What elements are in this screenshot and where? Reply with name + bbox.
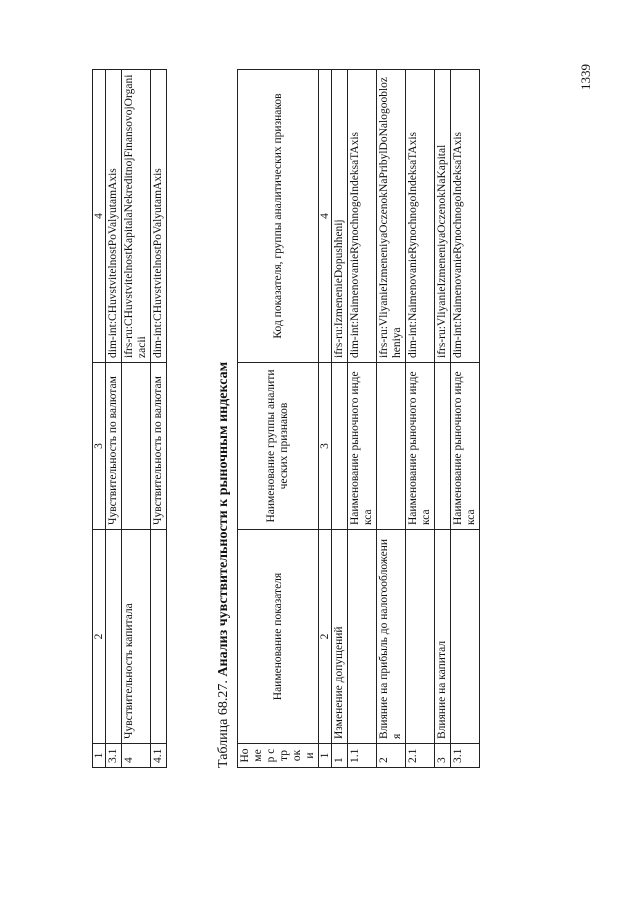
indicator-code: ifrs-ru:VliyanieIzmeneniyaOczenokNaPribylDoNalogooblozheniya — [377, 70, 406, 363]
column-number: 4 — [93, 70, 106, 363]
column-number: 4 — [319, 70, 332, 363]
group-name: Чувствительность по валютам — [151, 363, 167, 530]
column-number: 3 — [319, 363, 332, 530]
indicator-name — [348, 530, 377, 744]
row-number: 3 — [435, 744, 451, 768]
indicator-code: ifrs-ru:CHuvstvitelnostKapitalaNekreditnojFinansovojOrganizacii — [122, 70, 151, 363]
table-row — [106, 70, 122, 768]
column-number: 2 — [319, 530, 332, 744]
indicator-code: ifrs-ru:IzmenenieDopushhenij — [332, 70, 348, 363]
group-name — [435, 363, 451, 530]
indicator-code: dim-int:CHuvstvitelnostPoValyutamAxis — [151, 70, 167, 363]
table-row — [122, 70, 151, 768]
column-number: 1 — [93, 744, 106, 768]
indicator-name: Чувствительность капитала — [122, 530, 151, 744]
table-row — [377, 70, 406, 768]
indicator-name — [406, 530, 435, 744]
indicator-code: ifrs-ru:VliyanieIzmeneniyaOczenokNaKapital — [435, 70, 451, 363]
table-row — [435, 70, 451, 768]
page-number: 1339 — [578, 64, 593, 90]
table-row — [451, 70, 480, 768]
indicator-code: dim-int:NaimenovanieRynochnogoIndeksaTAxis — [348, 70, 377, 363]
indicator-code: dim-int:NaimenovanieRynochnogoIndeksaTAxis — [406, 70, 435, 363]
row-number: 1 — [332, 744, 348, 768]
row-number: 1.1 — [348, 744, 377, 768]
table-row — [151, 70, 167, 768]
indicator-name — [151, 530, 167, 744]
row-number: 2 — [377, 744, 406, 768]
column-number-row — [93, 70, 106, 768]
header-indicator-name: Наименование показателя — [238, 530, 319, 744]
header-row-number: Номер строки — [238, 744, 319, 768]
group-name: Чувствительность по валютам — [106, 363, 122, 530]
indicator-name: Изменение допущений — [332, 530, 348, 744]
row-number: 4 — [122, 744, 151, 768]
header-indicator-code: Код показателя, группы аналитических признаков — [238, 70, 319, 363]
indicator-code: dim-int:CHuvstvitelnostPoValyutamAxis — [106, 70, 122, 363]
column-number: 1 — [319, 744, 332, 768]
header-group-name: Наименование группы аналитических признаков — [238, 363, 319, 530]
table-caption — [216, 362, 232, 768]
market-index-sensitivity-table — [237, 69, 480, 768]
indicator-name: Влияние на капитал — [435, 530, 451, 744]
column-number: 3 — [93, 363, 106, 530]
group-name — [377, 363, 406, 530]
caption-title: Анализ чувствительности к рыночным индексам — [216, 361, 231, 677]
indicator-code: dim-int:NaimenovanieRynochnogoIndeksaTAxis — [451, 70, 480, 363]
row-number: 2.1 — [406, 744, 435, 768]
group-name — [122, 363, 151, 530]
table-row — [406, 70, 435, 768]
group-name: Наименование рыночного индекса — [348, 363, 377, 530]
row-number: 4.1 — [151, 744, 167, 768]
row-number: 3.1 — [106, 744, 122, 768]
table-row — [348, 70, 377, 768]
row-number: 3.1 — [451, 744, 480, 768]
column-number: 2 — [93, 530, 106, 744]
indicator-name: Влияние на прибыль до налогообложения — [377, 530, 406, 744]
header-row — [238, 70, 319, 768]
table-continuation — [92, 69, 167, 768]
indicator-name — [451, 530, 480, 744]
caption-prefix: Таблица 68.27. — [216, 676, 231, 768]
indicator-name — [106, 530, 122, 744]
column-number-row — [319, 70, 332, 768]
group-name — [332, 363, 348, 530]
group-name: Наименование рыночного индекса — [406, 363, 435, 530]
table-row — [332, 70, 348, 768]
group-name: Наименование рыночного индекса — [451, 363, 480, 530]
